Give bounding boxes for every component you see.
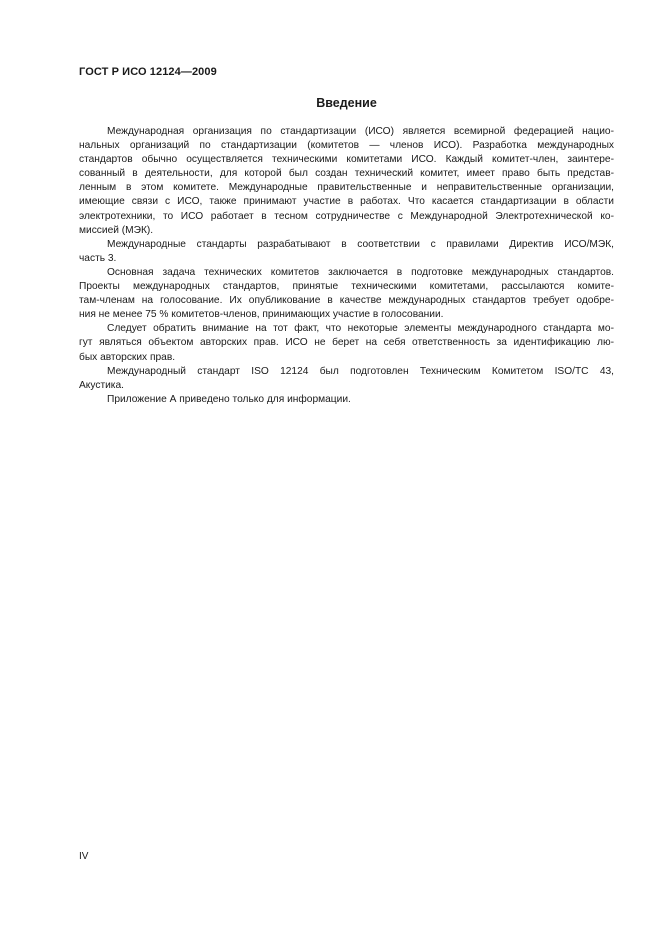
text-line: там-членам на голосование. Их опубликование в качестве международных стандартов требует одобре-: [79, 295, 614, 307]
text-line: сованный в деятельности, для которой был создан технический комитет, имеет право быть представ-: [79, 168, 614, 180]
text-line: Акустика.: [79, 379, 124, 391]
page-number: IV: [79, 851, 89, 862]
text-line: ленным в этом комитете. Международные правительственные и неправительственные организации,: [79, 182, 614, 194]
paragraph-iec-directives: [79, 238, 614, 266]
text-line: Приложение А приведено только для информации.: [107, 393, 351, 405]
text-line: Международный стандарт ISO 12124 был подготовлен Техническим Комитетом ISO/TC 43,: [107, 365, 614, 377]
text-line: Следует обратить внимание на тот факт, что некоторые элементы международного стандарта мо-: [107, 323, 614, 335]
introduction-body: [79, 125, 614, 407]
text-line: ния не менее 75 % комитетов-членов, принимающих участие в голосовании.: [79, 309, 444, 321]
text-line: часть 3.: [79, 252, 117, 264]
text-line: Международные стандарты разрабатывают в соответствии с правилами Директив ИСО/МЭК,: [107, 238, 614, 250]
paragraph-technical-committees: [79, 266, 614, 322]
text-line: электротехники, то ИСО работает в тесном сотрудничестве с Международной Электротехнической ко-: [79, 210, 614, 222]
paragraph-copyright-notice: [79, 322, 614, 364]
paragraph-annex-note: [79, 393, 614, 407]
paragraph-iso-organization: [79, 125, 614, 238]
text-line: Проекты международных стандартов, принятые техническими комитетами, рассылаются комите-: [79, 281, 614, 293]
document-code-header: ГОСТ Р ИСО 12124—2009: [79, 66, 217, 78]
text-line: Международная организация по стандартизации (ИСО) является всемирной федерацией нацио-: [107, 126, 614, 137]
paragraph-standard-preparation: [79, 365, 614, 393]
text-line: нальных организаций по стандартизации (комитетов — членов ИСО). Разработка международных: [79, 140, 614, 152]
text-line: гут являться объектом авторских прав. ИСО не берет на себя ответственность за идентификацию лю-: [79, 337, 614, 349]
section-title: Введение: [316, 96, 377, 110]
text-line: миссией (МЭК).: [79, 224, 154, 236]
text-line: Основная задача технических комитетов заключается в подготовке международных стандартов.: [107, 266, 614, 278]
text-line: имеющие связи с ИСО, также принимают участие в работах. Что касается стандартизации в области: [79, 196, 614, 208]
text-line: стандартов обычно осуществляется техническими комитетами ИСО. Каждый комитет-член, заинтере-: [79, 154, 614, 166]
text-line: бых авторских прав.: [79, 351, 176, 363]
